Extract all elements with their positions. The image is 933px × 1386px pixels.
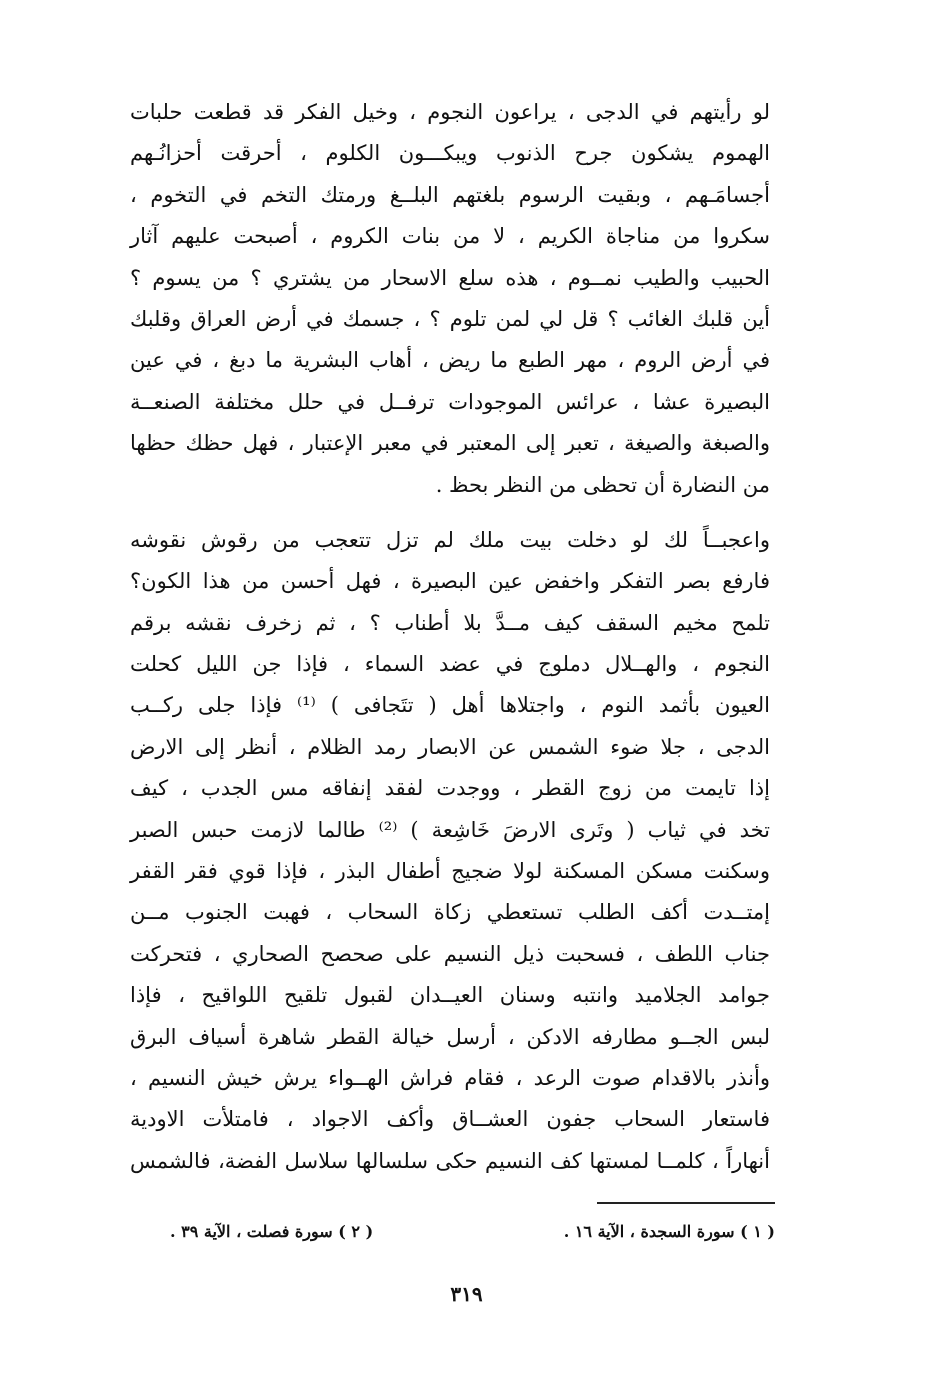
text-line: إذا تايمت من زوج القطر ، ووجدت لفقد إنفاقه مس الجدب ، كيف [130, 776, 770, 801]
text-line: فاستعار السحاب جفون العشــاق وأكف الاجواد ، فامتلأت الاودية [130, 1107, 770, 1132]
text-line: تلمح مخيم السقف كيف مــدَّ بلا أطناب ؟ ، ثم زخرف نقشه برقم [130, 610, 770, 635]
text-line: واعجبــاً لك لو دخلت بيت ملك لم تزل تتعجب من رقوش نقوشه [130, 527, 770, 552]
text-line: البصيرة عشا ، عرائس الموجودات ترفــل في حلل مختلفة الصنعــة [130, 389, 770, 414]
text-line: أجسامَـهم ، وبقيت الرسوم بلغتهم البلــغ ورمتك التخم في التخوم ، [130, 182, 770, 207]
text-line: وأنذر بالاقدام صوت الرعد ، فقام فراش الهــواء يرش خيش النسيم ، [130, 1065, 770, 1090]
body-text [130, 92, 770, 1182]
text-line: تخد في ثياب ( وتَرى الارضَ خَاشِعة ) ⁽²⁾ طالما لازمت حبس الصبر [130, 817, 771, 842]
paragraph-2 [130, 520, 770, 1182]
footnote-1: ( ١ ) سورة السجدة ، الآية ١٦ . [563, 1222, 775, 1241]
footnote-divider [597, 1202, 775, 1204]
paragraph-1 [130, 92, 770, 506]
text-line: فارفع بصر التفكر واخفض عين البصيرة ، فهل أحسن من هذا الكون؟ [130, 569, 770, 594]
text-line: العيون بأثمد النوم ، واجتلاها أهل ( تتَجافى ) ⁽¹⁾ فإذا جلى ركــب [130, 693, 770, 718]
text-line: لو رأيتهم في الدجى ، يراعون النجوم ، وخيل الفكر قد قطعت حلبات [130, 100, 770, 124]
text-line: الهموم يشكون جرح الذنوب ويبكـــون الكلوم ، أحرقت أحزانُـهم [130, 141, 770, 166]
text-line: أنهاراً ، كلمــا لمستها كف النسيم حكى سلسالها سلاسل الفضة، فالشمس [130, 1148, 770, 1173]
text-line: في أرض الروم ، مهر الطبع ما ريض ، أهاب البشرية ما دبغ ، في عين [130, 348, 770, 373]
text-line: أين قلبك الغائب ؟ قل لي لمن تلوم ؟ ، جسمك في أرض العراق وقلبك [130, 306, 770, 331]
page-number: ٣١٩ [450, 1282, 483, 1306]
text-line: لبس الجــو مطارفه الادكن ، أرسل خيالة القطر شاهرة أسياف البرق [130, 1024, 771, 1049]
text-line: سكروا من مناجاة الكريم ، لا من بنات الكروم ، أصبحت عليهم آثار [130, 224, 770, 249]
text-line: الحبيب والطيب نمــوم ، هذه سلع الاسحار من يشتري ؟ من يسوم ؟ [130, 265, 770, 290]
text-line: إمتــدت أكف الطلب تستعطي زكاة السحاب ، فهبت الجنوب مــن [130, 900, 770, 925]
text-line: جوامد الجلاميد وانتبه وسنان العيــدان لقبول تلقيح اللواقيح ، فإذا [130, 983, 770, 1008]
text-line: جناب اللطف ، فسحبت ذيل النسيم على صحصح الصحاري ، فتحركت [130, 941, 770, 966]
text-line: وسكنت مسكن المسكنة لولا ضجيج أطفال البذر ، فإذا قوي فقر القفر [130, 859, 770, 884]
footnote-2: ( ٢ ) سورة فصلت ، الآية ٣٩ . [170, 1222, 374, 1241]
footnotes [170, 1222, 775, 1241]
text-line: الدجى ، جلا ضوء الشمس عن الابصار رمد الظلام ، أنظر إلى الارض [130, 734, 770, 759]
text-line: من النضارة أن تحظى من النظر بحظ . [435, 472, 770, 497]
text-line: والصبغة والصيغة ، تعبر إلى المعتبر في معبر الإعتبار ، فهل حظك حظها [130, 431, 770, 456]
text-line: النجوم ، والهــلال دملوج في عضد السماء ، فإذا جن الليل كحلت [130, 652, 770, 677]
